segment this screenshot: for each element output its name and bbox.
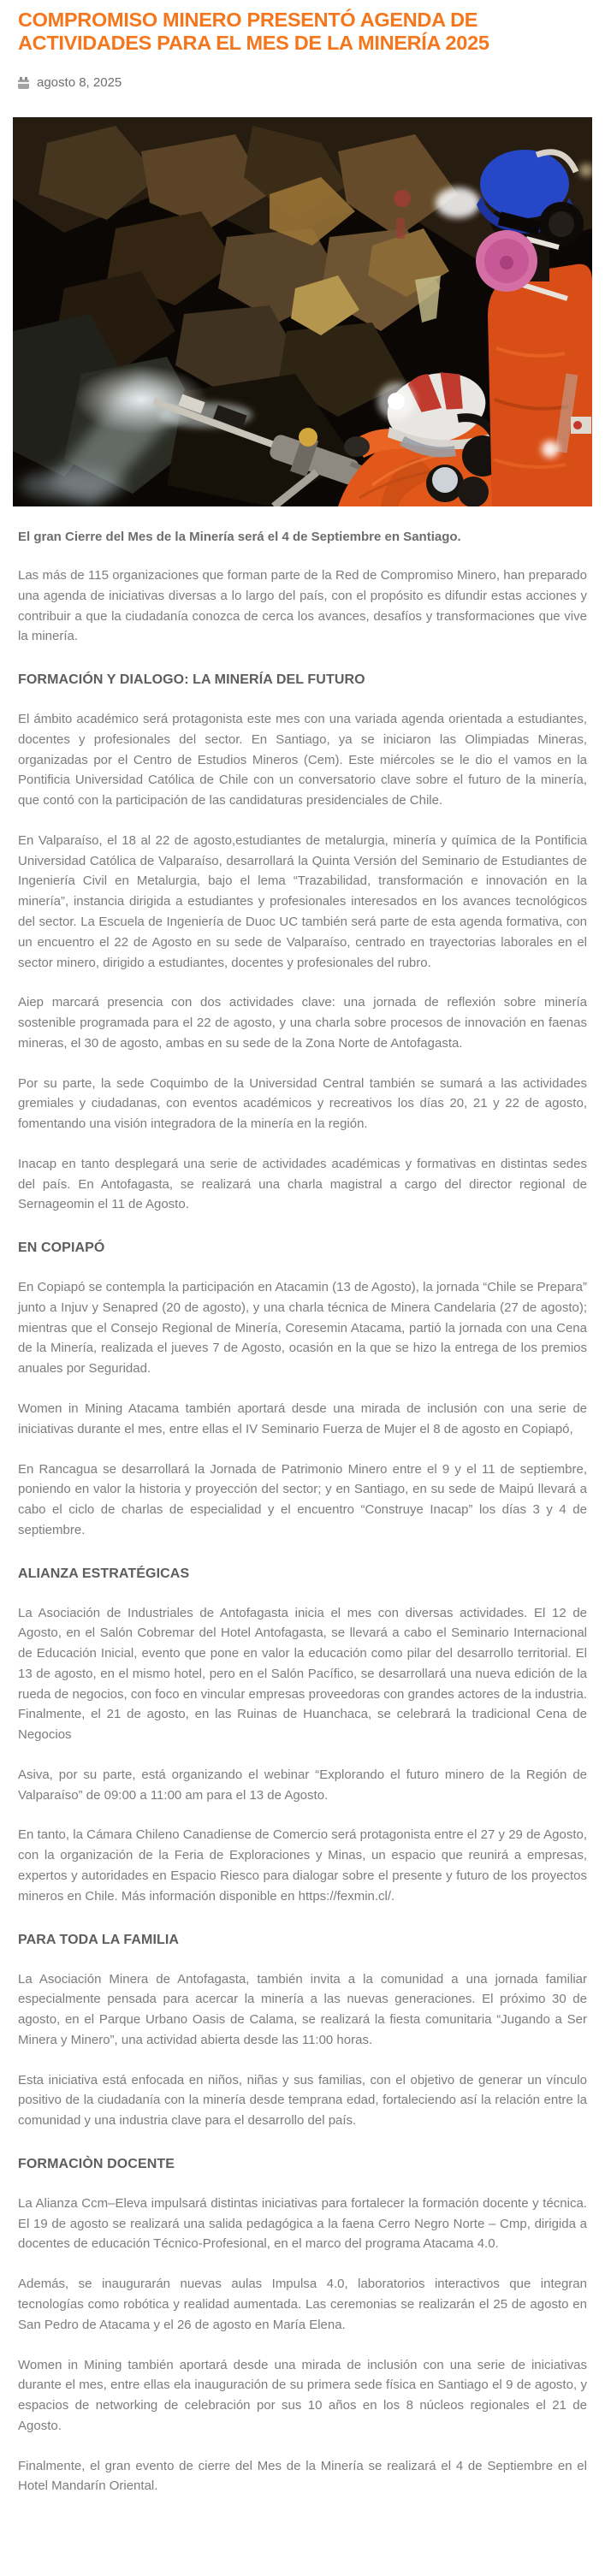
body-paragraph: En Valparaíso, el 18 al 22 de agosto,estudiantes de metalurgia, minería y química de la Pontificia Universidad Católica de Valparaíso, desarrollará la Quinta Versión del Seminario de Estudiantes de Ingeniería Civil en Metalurgia, bajo el lema “Trazabilidad, transformación e innovación en la minería”, instancia dirigida a estudiantes y profesionales interesados en los avances tecnológicos del sector. La Escuela de Ingeniería de Duoc UC también será parte de esta agenda formativa, con un encuentro el 22 de Agosto en su sede de Valparaíso, centrado en trayectorias laborales en el sector minero, dirigido a estudiantes, docentes y profesionales del rubro. — [18, 832, 587, 970]
body-paragraph: En tanto, la Cámara Chileno Canadiense de Comercio será protagonista entre el 27 y 29 de Agosto, con la organización de la Feria de Exploraciones y Minas, un espacio que reunirá a empresas, expertos y autoridades en Espacio Riesco para dialogar sobre el presente y futuro de los proyectos mineros en Chile. Más información disponible en https://fexmin.cl/. — [18, 1827, 587, 1904]
article-hero-image — [13, 117, 592, 506]
body-paragraph: Finalmente, el gran evento de cierre del Mes de la Minería se realizará el 4 de Septiembre en el Hotel Mandarín Oriental. — [18, 2458, 587, 2494]
body-paragraph: La Alianza Ccm–Eleva impulsará distintas iniciativas para fortalecer la formación docente y técnica. El 19 de agosto se realizará una salida pedagógica a la faena Cerro Negro Norte – Cmp, dirigida a docentes de educación Técnico-Profesional, en el marco del programa Atacama 4.0. — [18, 2195, 587, 2252]
body-paragraph: En Rancagua se desarrollará la Jornada de Patrimonio Minero entre el 9 y el 11 de septiembre, poniendo en valor la historia y proyección del sector; y en Santiago, en su sede de Maipú llevará a cabo el ciclo de charlas de especialidad y el encuentro “Construye Inacap” los días 3 y 4 de septiembre. — [18, 1461, 587, 1537]
body-paragraph: Women in Mining también aportará desde una mirada de inclusión con una serie de iniciativas durante el mes, entre ellas ela inauguración de su primera sede física en Santiago el 9 de agosto, y espacios de networking de celebración por sus 10 años en los 8 núcleos regionales el 21 de Agosto. — [18, 2357, 587, 2433]
article-body — [18, 566, 587, 2496]
body-paragraph: Esta iniciativa está enfocada en niños, niñas y sus familias, con el objetivo de generar un vínculo positivo de la ciudadanía con la minería desde temprana edad, fortaleciendo así la relación entre la comunidad y una industria clave para el desarrollo del país. — [18, 2072, 587, 2129]
page-title: COMPROMISO MINERO PRESENTÓ AGENDA DE ACTIVIDADES PARA EL MES DE LA MINERÍA 2025 — [18, 9, 489, 55]
body-paragraph: Además, se inaugurarán nuevas aulas Impulsa 4.0, laboratorios interactivos que integran tecnologías como robótica y realidad aumentada. Las ceremonias se realizarán el 25 de agosto en San Pedro de Atacama y el 26 de agosto en María Elena. — [18, 2277, 587, 2332]
post-date: agosto 8, 2025 — [37, 75, 122, 91]
mine-photo-illustration — [13, 117, 592, 506]
section-heading: EN COPIAPÓ — [18, 1241, 105, 1256]
body-paragraph: Por su parte, la sede Coquimbo de la Universidad Central también se sumará a las actividades gremiales y ciudadanas, con eventos académicos y recreativos los días 20, 21 y 22 de agosto, fomentando una visión integradora de la minería en la región. — [18, 1075, 587, 1132]
body-paragraph: El ámbito académico será protagonista este mes con una variada agenda orientada a estudiantes, docentes y profesionales del sector. En Santiago, ya se iniciaron las Olimpiadas Mineras, organizadas por el Centro de Estudios Mineros (Cem). Este miércoles se le dio el vamos en la Pontificia Universidad Católica de Chile con un conversatorio clave sobre el futuro de la minería, que contó con la participación de las candidaturas presidenciales de Chile. — [18, 712, 587, 808]
body-paragraph: Asiva, por su parte, está organizando el webinar “Explorando el futuro minero de la Región de Valparaíso” de 09:00 a 11:00 am para el 13 de Agosto. — [18, 1767, 587, 1803]
calendar-icon — [18, 80, 29, 89]
section-heading: FORMACIÒN DOCENTE — [18, 2156, 175, 2171]
section-heading: ALIANZA ESTRATÉGICAS — [18, 1566, 190, 1581]
body-paragraph: Las más de 115 organizaciones que forman parte de la Red de Compromiso Minero, han preparado una agenda de iniciativas diversas a lo largo del país, con el propósito es difundir estas acciones y contribuir a que la ciudadanía conozca de cerca los avances, desafíos y transformaciones que vive la minería. — [18, 568, 587, 644]
body-paragraph: Aiep marcará presencia con dos actividades clave: una jornada de reflexión sobre minería sostenible programada para el 22 de agosto, y una charla sobre procesos de innovación en faenas mineras, el 30 de agosto, ambas en su sede de la Zona Norte de Antofagasta. — [18, 995, 587, 1051]
body-paragraph: Women in Mining Atacama también aportará desde una mirada de inclusión con una serie de iniciativas durante el mes, entre ellas el IV Seminario Fuerza de Mujer el 8 de agosto en Copiapó, — [18, 1401, 587, 1436]
body-paragraph: Inacap en tanto desplegará una serie de actividades académicas y formativas en distintas sedes del país. En Antofagasta, se realizará una charla magistral a cargo del director regional de Sernageomin el 11 de Agosto. — [18, 1156, 587, 1212]
section-heading: PARA TODA LA FAMILIA — [18, 1932, 180, 1947]
body-paragraph: La Asociación de Industriales de Antofagasta inicia el mes con diversas actividades. El 12 de Agosto, en el Salón Cobremar del Hotel Antofagasta, se llevará a cabo el Seminario Internacional de Educación Inicial, evento que pone en valor la educación como pilar del desarrollo territorial. El 13 de agosto, en el mismo hotel, pero en el Salón Pacífico, se desarrollará una nueva edición de la rueda de negocios, con foco en vincular empresas proveedoras con grandes actores de la industria. Finalmente, el 21 de agosto, en las Ruinas de Huanchaca, se celebrará la tradicional Cena de Negocios — [18, 1605, 587, 1743]
body-paragraph: En Copiapó se contempla la participación en Atacamin (13 de Agosto), la jornada “Chile se Prepara” junto a Injuv y Senapred (20 de agosto), y una charla técnica de Minera Candelaria (27 de agosto); mientras que el Consejo Regional de Minería, Coresemin Atacama, partió la jornada con una Cena de la Minería, realizada el jueves 7 de Agosto, ocasión en la que se hizo la entrega de los premios anuales por Seguridad. — [18, 1280, 587, 1377]
body-paragraph: La Asociación Minera de Antofagasta, también invita a la comunidad a una jornada familiar especialmente pensada para acercar la minería a las nuevas generaciones. El próximo 30 de agosto, en el Parque Urbano Oasis de Calama, se realizará la fiesta comunitaria “Jugando a Ser Minera y Minero”, una actividad abierta desde las 11:00 horas. — [18, 1971, 587, 2047]
image-caption: El gran Cierre del Mes de la Minería será el 4 de Septiembre en Santiago. — [18, 530, 461, 545]
section-heading: FORMACIÓN Y DIALOGO: LA MINERÍA DEL FUTURO — [18, 672, 365, 688]
post-meta — [18, 75, 587, 90]
